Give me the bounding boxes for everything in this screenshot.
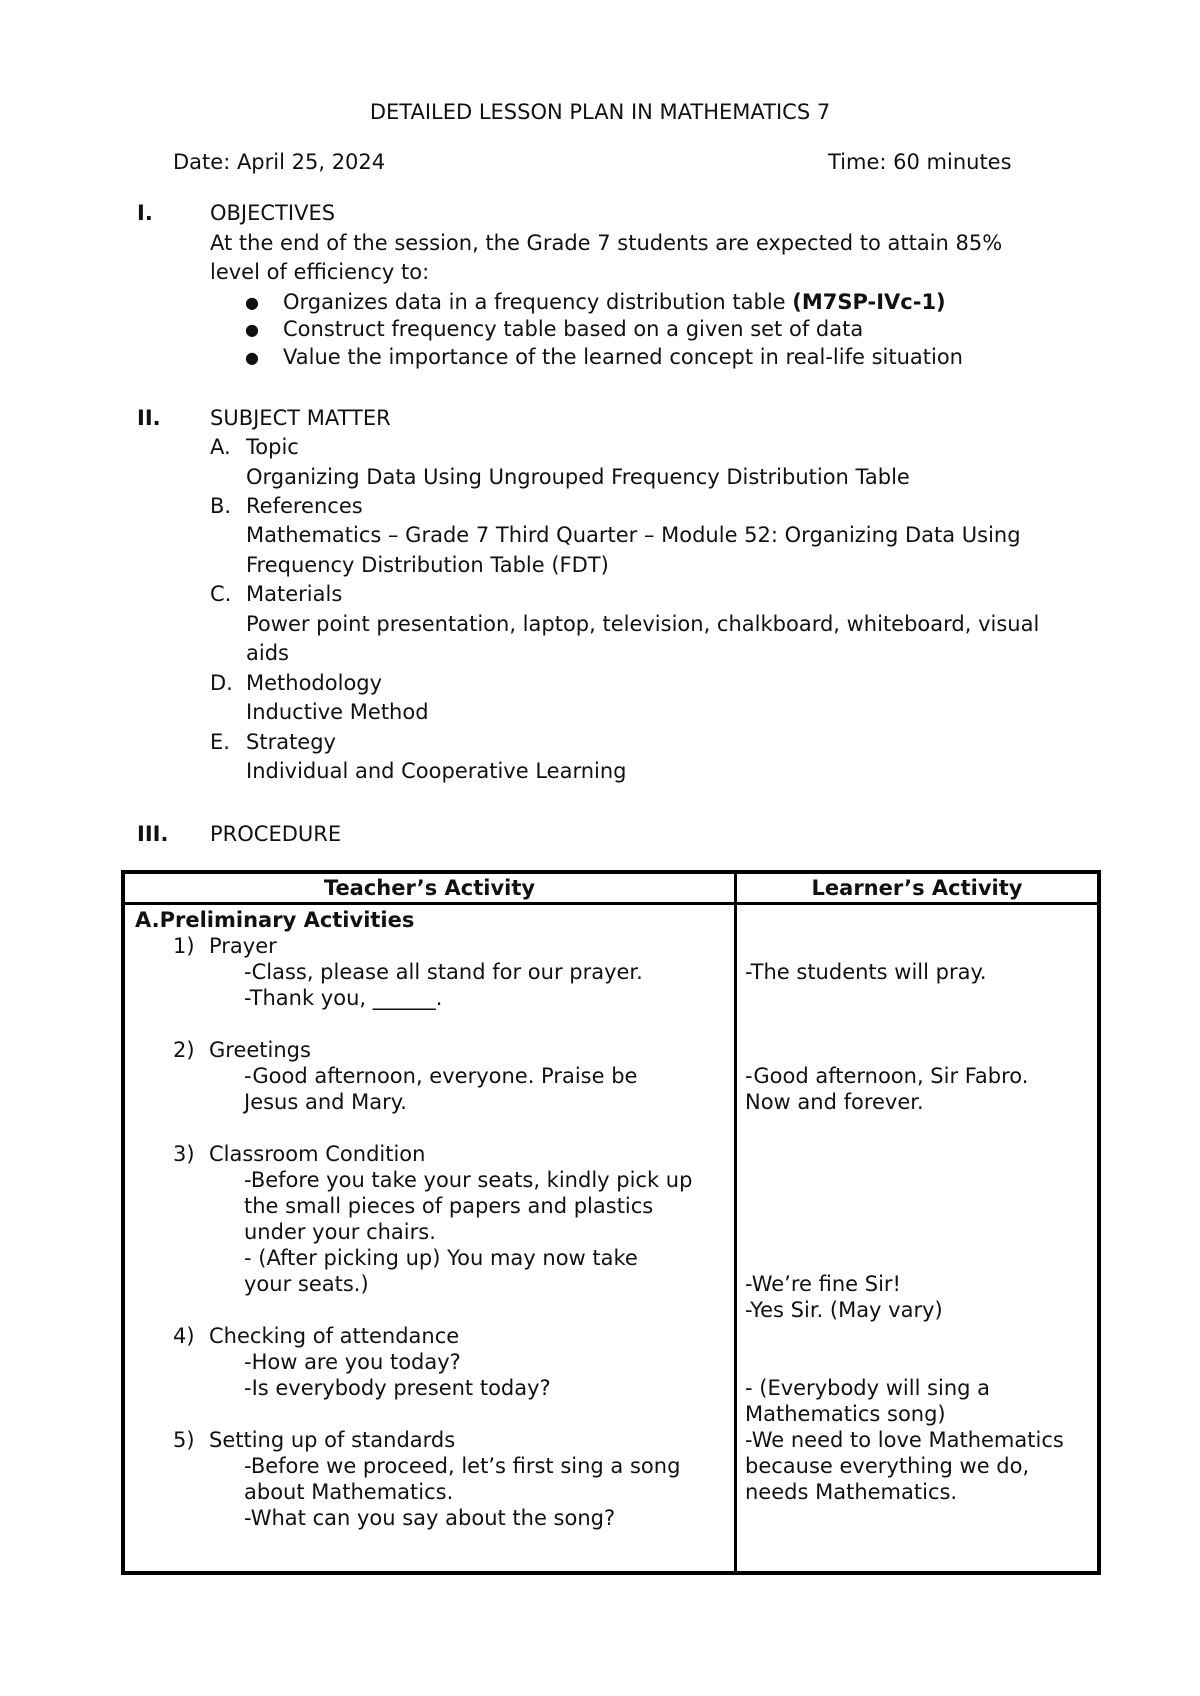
subject-item-value: Inductive Method bbox=[246, 700, 429, 724]
subject-item-value: Organizing Data Using Ungrouped Frequency Distribution Table bbox=[246, 465, 910, 489]
bullet-icon: ● bbox=[245, 320, 259, 339]
teacher-line: -What can you say about the song? bbox=[244, 1506, 616, 1530]
subject-item-letter: C. bbox=[210, 582, 232, 606]
learner-line: -The students will pray. bbox=[745, 960, 987, 984]
step-label: Greetings bbox=[209, 1038, 311, 1062]
step-number: 3) bbox=[173, 1142, 195, 1166]
teacher-line: your seats.) bbox=[244, 1272, 369, 1296]
subject-item-value: Power point presentation, laptop, television, chalkboard, whiteboard, visual bbox=[246, 612, 1040, 636]
procedure-numeral: III. bbox=[137, 822, 169, 846]
subject-item-label: Materials bbox=[246, 582, 343, 606]
header-teacher-activity: Teacher’s Activity bbox=[323, 876, 536, 900]
subject-item-value: Mathematics – Grade 7 Third Quarter – Module 52: Organizing Data Using bbox=[246, 523, 1021, 547]
step-label: Classroom Condition bbox=[209, 1142, 426, 1166]
teacher-line: -Is everybody present today? bbox=[244, 1376, 551, 1400]
subject-item-letter: D. bbox=[210, 671, 233, 695]
subject-item-letter: E. bbox=[210, 730, 230, 754]
objectives-numeral: I. bbox=[137, 201, 153, 225]
step-number: 1) bbox=[173, 934, 195, 958]
objectives-intro-line-1: At the end of the session, the Grade 7 students are expected to attain 85% bbox=[210, 231, 1003, 255]
procedure-table bbox=[121, 870, 1101, 1575]
learner-line: needs Mathematics. bbox=[745, 1480, 958, 1504]
objective-text: Organizes data in a frequency distribution table bbox=[283, 290, 793, 314]
subject-item-label: Strategy bbox=[246, 730, 336, 754]
step-number: 2) bbox=[173, 1038, 195, 1062]
objectives-heading: OBJECTIVES bbox=[210, 201, 336, 225]
section-preliminary-activities: A.Preliminary Activities bbox=[135, 908, 415, 932]
bullet-icon: ● bbox=[245, 348, 259, 367]
subject-item-letter: B. bbox=[210, 494, 232, 518]
subject-item-value: Frequency Distribution Table (FDT) bbox=[246, 553, 609, 577]
table-header-divider bbox=[125, 902, 1097, 905]
step-number: 5) bbox=[173, 1428, 195, 1452]
subject-matter-heading: SUBJECT MATTER bbox=[210, 406, 391, 430]
learner-line: -Good afternoon, Sir Fabro. bbox=[745, 1064, 1029, 1088]
learner-line: - (Everybody will sing a bbox=[745, 1376, 991, 1400]
objective-item bbox=[283, 290, 946, 314]
subject-item-label: Methodology bbox=[246, 671, 383, 695]
learner-line: -We’re fine Sir! bbox=[745, 1272, 901, 1296]
table-column-divider bbox=[734, 874, 737, 1571]
teacher-line: about Mathematics. bbox=[244, 1480, 454, 1504]
header-learner-activity: Learner’s Activity bbox=[811, 876, 1023, 900]
objective-item: Value the importance of the learned concept in real-life situation bbox=[283, 345, 963, 369]
learner-line: because everything we do, bbox=[745, 1454, 1030, 1478]
learner-line: Now and forever. bbox=[745, 1090, 924, 1114]
teacher-line: - (After picking up) You may now take bbox=[244, 1246, 638, 1270]
teacher-line: -Class, please all stand for our prayer. bbox=[244, 960, 643, 984]
subject-item-label: Topic bbox=[246, 435, 299, 459]
learner-line: -We need to love Mathematics bbox=[745, 1428, 1064, 1452]
subject-item-value: Individual and Cooperative Learning bbox=[246, 759, 627, 783]
objective-item: Construct frequency table based on a given set of data bbox=[283, 317, 864, 341]
procedure-heading: PROCEDURE bbox=[210, 822, 342, 846]
teacher-line: the small pieces of papers and plastics bbox=[244, 1194, 654, 1218]
page-title: DETAILED LESSON PLAN IN MATHEMATICS 7 bbox=[369, 100, 831, 124]
step-label: Prayer bbox=[209, 934, 277, 958]
bullet-icon: ● bbox=[245, 293, 259, 312]
lesson-date: Date: April 25, 2024 bbox=[173, 150, 386, 174]
subject-item-label: References bbox=[246, 494, 363, 518]
competency-code: (M7SP-IVc-1) bbox=[792, 290, 946, 314]
teacher-line: -Good afternoon, everyone. Praise be bbox=[244, 1064, 638, 1088]
teacher-line: -How are you today? bbox=[244, 1350, 461, 1374]
step-number: 4) bbox=[173, 1324, 195, 1348]
subject-matter-numeral: II. bbox=[137, 406, 161, 430]
teacher-line: under your chairs. bbox=[244, 1220, 436, 1244]
teacher-line: -Before you take your seats, kindly pick up bbox=[244, 1168, 693, 1192]
subject-item-letter: A. bbox=[210, 435, 231, 459]
step-label: Checking of attendance bbox=[209, 1324, 460, 1348]
objectives-intro-line-2: level of efficiency to: bbox=[210, 260, 430, 284]
learner-line: -Yes Sir. (May vary) bbox=[745, 1298, 943, 1322]
subject-item-value: aids bbox=[246, 641, 289, 665]
teacher-line: -Thank you, ______. bbox=[244, 986, 443, 1010]
learner-line: Mathematics song) bbox=[745, 1402, 946, 1426]
step-label: Setting up of standards bbox=[209, 1428, 456, 1452]
teacher-line: -Before we proceed, let’s first sing a song bbox=[244, 1454, 681, 1478]
lesson-time: Time: 60 minutes bbox=[828, 150, 1012, 174]
teacher-line: Jesus and Mary. bbox=[244, 1090, 407, 1114]
